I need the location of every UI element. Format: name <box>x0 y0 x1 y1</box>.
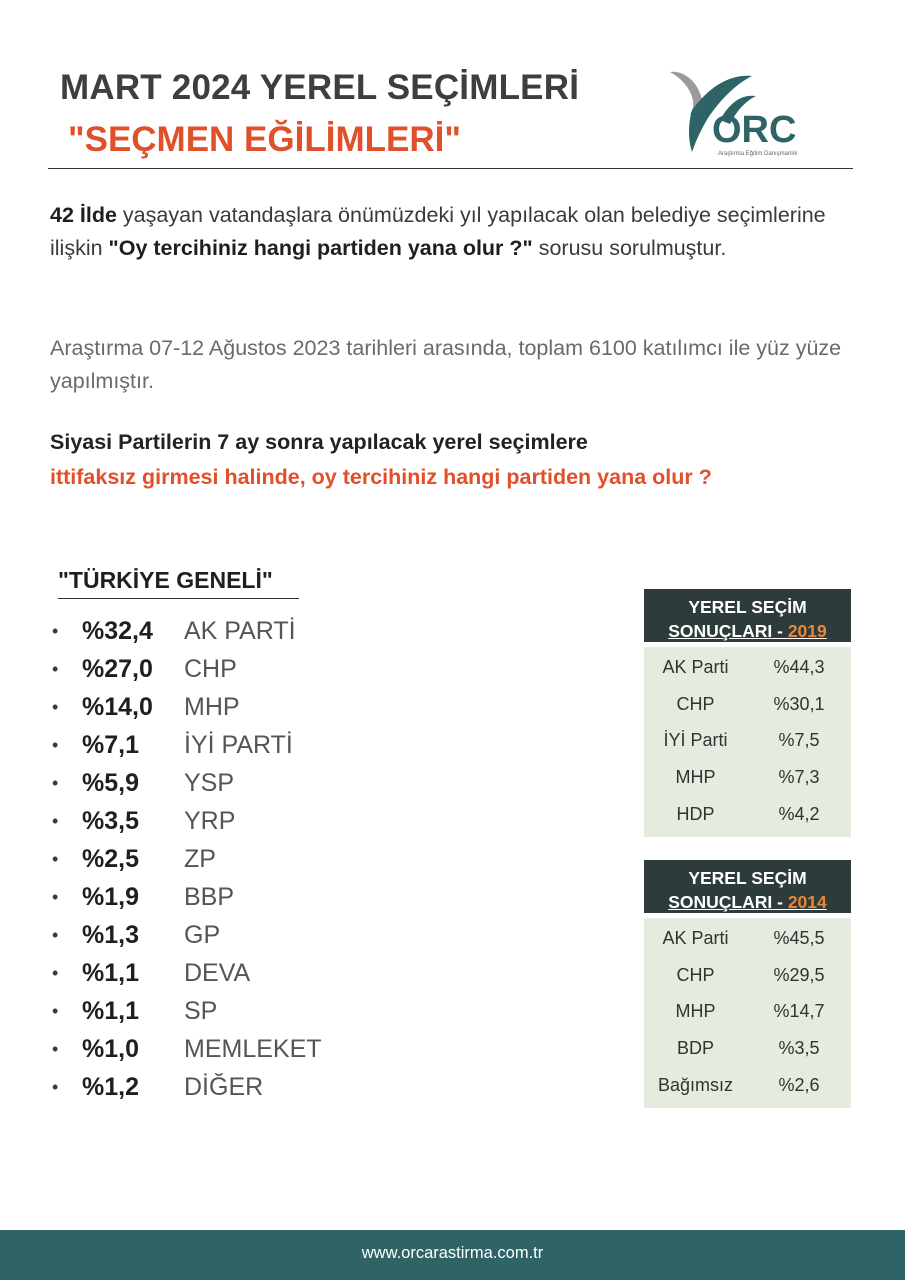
party-name: BBP <box>184 882 235 911</box>
bullet-icon: • <box>52 620 59 641</box>
party-percentage: %1,1 <box>82 996 139 1025</box>
table-party-cell: CHP <box>676 693 715 714</box>
turkiye-geneli-heading: "TÜRKİYE GENELİ" <box>58 567 299 599</box>
party-percentage: %32,4 <box>82 616 153 645</box>
table-row <box>644 920 851 957</box>
bullet-icon: • <box>52 1000 59 1021</box>
list-item <box>52 992 322 1030</box>
table-2014-head-sep: - <box>772 892 788 912</box>
party-name: SP <box>184 996 218 1025</box>
bullet-icon: • <box>52 1038 59 1059</box>
results-table-2014 <box>644 860 851 1108</box>
party-percentage: %1,0 <box>82 1034 139 1063</box>
table-2019-year: 2019 <box>787 621 827 641</box>
party-percentage: %3,5 <box>82 806 139 835</box>
table-2014-head-line2 <box>644 890 851 914</box>
party-name: AK PARTİ <box>184 616 296 645</box>
table-percentage-cell: %44,3 <box>773 656 825 677</box>
list-item <box>52 802 322 840</box>
page-title: MART 2024 YEREL SEÇİMLERİ <box>60 68 580 107</box>
table-2014-body <box>644 918 851 1108</box>
bullet-icon: • <box>52 772 59 793</box>
table-party-cell: BDP <box>676 1038 714 1059</box>
question-line-1: Siyasi Partilerin 7 ay sonra yapılacak yerel seçimlere <box>50 430 588 454</box>
results-table-2019 <box>644 589 851 837</box>
party-name: ZP <box>184 844 216 873</box>
table-row <box>644 686 851 723</box>
party-percentage: %1,1 <box>82 958 139 987</box>
bullet-icon: • <box>52 886 59 907</box>
list-item <box>52 916 322 954</box>
table-2019-head-line1: YEREL SEÇİM <box>688 597 807 617</box>
bullet-icon: • <box>52 962 59 983</box>
list-item <box>52 1030 322 1068</box>
footer-website-link[interactable]: www.orcarastirma.com.tr <box>361 1244 544 1262</box>
list-item <box>52 650 322 688</box>
bullet-icon: • <box>52 924 59 945</box>
table-2014-header <box>644 860 851 913</box>
intro-bold-cities: 42 İlde <box>50 203 117 227</box>
table-party-cell: HDP <box>676 804 715 825</box>
table-party-cell: MHP <box>675 767 716 788</box>
footer-bar <box>0 1230 905 1280</box>
table-percentage-cell: %7,5 <box>778 730 820 751</box>
list-item <box>52 726 322 764</box>
table-2014-head-line1: YEREL SEÇİM <box>688 868 807 888</box>
bullet-icon: • <box>52 810 59 831</box>
party-percentage: %1,2 <box>82 1072 139 1101</box>
table-row <box>644 1067 851 1104</box>
table-party-cell: İYİ Parti <box>663 730 728 751</box>
intro-text-2: sorusu sorulmuştur. <box>532 236 727 260</box>
party-percentage: %14,0 <box>82 692 153 721</box>
list-item <box>52 954 322 992</box>
table-2014-head-label: SONUÇLARI <box>668 892 773 912</box>
list-item <box>52 612 322 650</box>
method-paragraph: Araştırma 07-12 Ağustos 2023 tarihleri arasında, toplam 6100 katılımcı ile yüz yüze yapılmıştır. <box>50 336 842 393</box>
question-line-2: ittifaksız girmesi halinde, oy tercihiniz hangi partiden yana olur ? <box>50 465 712 489</box>
table-2019-head-line2 <box>644 619 851 643</box>
table-percentage-cell: %2,6 <box>778 1075 820 1096</box>
table-percentage-cell: %45,5 <box>773 927 825 948</box>
table-row <box>644 796 851 833</box>
table-2019-head-label: SONUÇLARI <box>668 621 773 641</box>
bullet-icon: • <box>52 1076 59 1097</box>
orc-logo <box>662 66 832 162</box>
table-2019-header <box>644 589 851 642</box>
table-party-cell: CHP <box>676 964 715 985</box>
table-row <box>644 649 851 686</box>
table-2014-year: 2014 <box>787 892 827 912</box>
party-name: İYİ PARTİ <box>184 730 293 759</box>
party-name: DEVA <box>184 958 251 987</box>
intro-paragraph <box>50 199 860 265</box>
intro-bold-question: "Oy tercihiniz hangi partiden yana olur ?" <box>108 236 533 260</box>
party-name: MEMLEKET <box>184 1034 322 1063</box>
party-name: DİĞER <box>184 1072 264 1101</box>
party-name: GP <box>184 920 221 949</box>
table-percentage-cell: %4,2 <box>778 804 820 825</box>
bullet-icon: • <box>52 848 59 869</box>
table-percentage-cell: %29,5 <box>773 964 825 985</box>
table-party-cell: AK Parti <box>662 656 729 677</box>
table-2019-head-sep: - <box>772 621 788 641</box>
list-item <box>52 1068 322 1106</box>
table-party-cell: MHP <box>675 1001 716 1022</box>
table-percentage-cell: %14,7 <box>773 1001 825 1022</box>
party-name: MHP <box>184 692 240 721</box>
bullet-icon: • <box>52 658 59 679</box>
party-name: YSP <box>184 768 235 797</box>
party-percentage: %1,9 <box>82 882 139 911</box>
list-item <box>52 764 322 802</box>
party-percentage: %7,1 <box>82 730 139 759</box>
party-name: CHP <box>184 654 237 683</box>
table-row <box>644 759 851 796</box>
table-percentage-cell: %3,5 <box>778 1038 820 1059</box>
table-party-cell: Bağımsız <box>657 1075 734 1096</box>
table-row <box>644 723 851 760</box>
table-2019-body <box>644 647 851 837</box>
logo-name: ORC <box>712 109 797 151</box>
list-item <box>52 878 322 916</box>
party-percentage: %27,0 <box>82 654 153 683</box>
party-results-list <box>52 612 322 1106</box>
table-party-cell: AK Parti <box>662 927 729 948</box>
list-item <box>52 688 322 726</box>
list-item <box>52 840 322 878</box>
party-name: YRP <box>184 806 236 835</box>
table-row <box>644 994 851 1031</box>
page-subtitle: "SEÇMEN EĞİLİMLERİ" <box>68 120 461 159</box>
table-row <box>644 957 851 994</box>
bullet-icon: • <box>52 734 59 755</box>
party-percentage: %5,9 <box>82 768 139 797</box>
logo-tagline: Araştırma Eğitim Danışmanlık <box>718 151 798 157</box>
orc-logo-mark-icon <box>662 66 832 162</box>
party-percentage: %2,5 <box>82 844 139 873</box>
table-percentage-cell: %7,3 <box>778 767 820 788</box>
table-percentage-cell: %30,1 <box>773 693 825 714</box>
table-row <box>644 1030 851 1067</box>
party-percentage: %1,3 <box>82 920 139 949</box>
bullet-icon: • <box>52 696 59 717</box>
intro-text-1: yaşayan vatandaşlara önümüzdeki yıl yapılacak olan belediye seçimlerine ilişkin <box>50 203 826 260</box>
header-divider <box>48 168 853 169</box>
